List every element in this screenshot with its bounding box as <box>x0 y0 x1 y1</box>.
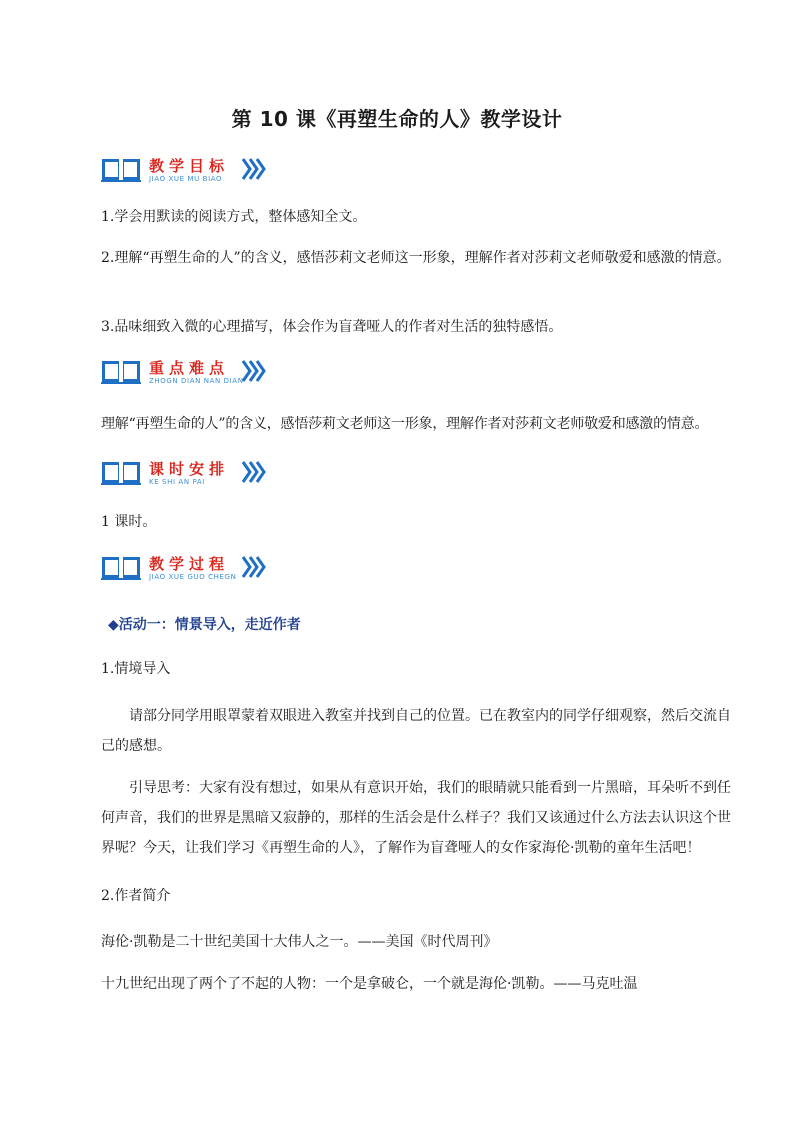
author-quote-1: 海伦·凯勒是二十世纪美国十大伟人之一。——美国《时代周刊》 <box>101 934 498 950</box>
section-title: 课时安排 <box>149 460 230 478</box>
open-book-icon <box>101 459 141 485</box>
step-2-title: 2.作者简介 <box>101 888 171 904</box>
section-header-teaching-process <box>101 552 301 586</box>
triple-chevron-icon <box>241 460 267 484</box>
section-header-teaching-goals <box>101 154 301 188</box>
step-1-paragraph-1: 请部分同学用眼罩蒙着双眼进入教室并找到自己的位置。已在教室内的同学仔细观察，然后交流自己的感想。 <box>101 708 731 754</box>
section-title: 教学过程 <box>149 555 230 573</box>
goal-item-2: 2.理解“再塑生命的人”的含义，感悟莎莉文老师这一形象，理解作者对莎莉文老师敬爱和感激的情意。 <box>101 250 731 266</box>
section-header-schedule <box>101 457 301 491</box>
activity-one-heading: ◆活动一：情景导入，走近作者 <box>108 617 301 633</box>
key-points-text: 理解“再塑生命的人”的含义，感悟莎莉文老师这一形象，理解作者对莎莉文老师敬爱和感激的情意。 <box>101 416 709 432</box>
section-header-key-points <box>101 356 301 390</box>
goal-item-1: 1.学会用默读的阅读方式，整体感知全文。 <box>101 209 367 225</box>
open-book-icon <box>101 358 141 384</box>
goal-item-3: 3.品味细致入微的心理描写，体会作为盲聋哑人的作者对生活的独特感悟。 <box>101 319 563 335</box>
section-pinyin: KE SHI AN PAI <box>149 478 205 486</box>
section-pinyin: ZHOGN DIAN NAN DIAN <box>149 377 244 385</box>
triple-chevron-icon <box>241 555 267 579</box>
schedule-text: 1 课时。 <box>101 514 157 530</box>
section-title: 教学目标 <box>149 157 230 175</box>
step-1-title: 1.情境导入 <box>101 661 171 677</box>
page-title: 第 10 课《再塑生命的人》教学设计 <box>231 107 563 131</box>
section-title: 重点难点 <box>149 359 230 377</box>
step-1-paragraph-2: 引导思考：大家有没有想过，如果从有意识开始，我们的眼睛就只能看到一片黑暗，耳朵听不到任何声音，我们的世界是黑暗又寂静的，那样的生活会是什么样子？我们又该通过什么方法去认识这个世界呢？今天，让我们学习《再塑生命的人》，了解作为盲聋哑人的女作家海伦·凯勒的童年生活吧！ <box>101 780 731 856</box>
author-quote-2: 十九世纪出现了两个了不起的人物：一个是拿破仑，一个就是海伦·凯勒。——马克吐温 <box>101 976 638 992</box>
section-pinyin: JIAO XUE GUO CHEGN <box>149 573 237 581</box>
open-book-icon <box>101 554 141 580</box>
triple-chevron-icon <box>241 157 267 181</box>
triple-chevron-icon <box>241 359 267 383</box>
open-book-icon <box>101 156 141 182</box>
section-pinyin: JIAO XUE MU BIAO <box>149 175 223 183</box>
